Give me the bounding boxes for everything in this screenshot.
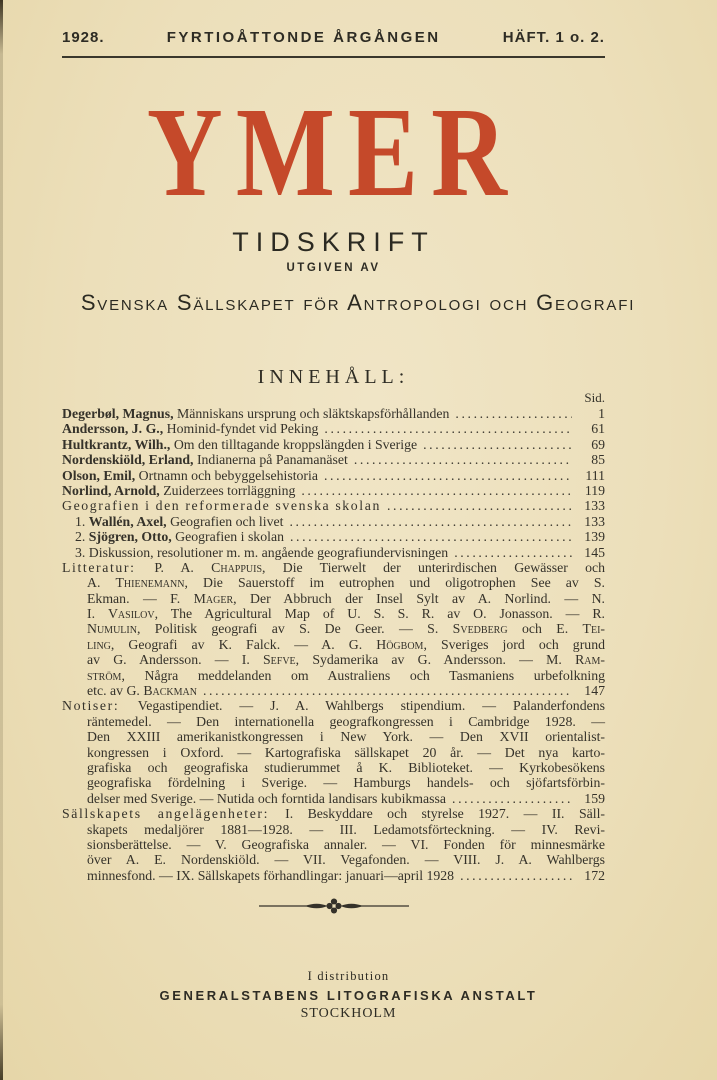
page-column-label: Sid. [584,390,605,405]
toc-entry-text: delser med Sverige. — Nutida och forntida landisars kubikmassa [87,790,447,806]
toc-leader-dots [324,468,572,483]
toc-leader-dots [203,683,572,698]
toc-entry-text: Sällskapets angelägenheter: I. Beskyddare och styrelse 1927. — II. Säll- [62,806,606,822]
toc-entry [62,729,605,744]
toc-entry [62,437,605,452]
toc-entry [62,606,605,621]
toc-page-number: 111 [585,467,605,483]
toc-list [62,406,605,883]
masthead-year: 1928. [62,29,105,46]
contents-heading: INNEHÅLL: [257,366,410,388]
toc-entry-text: Notiser: Vegastipendiet. — J. A. Wahlbergs stipendium. — Palanderfondens [62,698,605,714]
toc-entry-text: Geografien i den reformerade svenska skolan [62,498,381,514]
toc-entry-text: minnesfond. — IX. Sällskapets förhandlingar: januari—april 1928 [87,867,455,883]
journal-title: YMER [146,81,521,223]
imprint-printer: GENERALSTABENS LITOGRAFISKA ANSTALT [159,988,538,1003]
toc-page-number: 145 [584,544,605,560]
toc-entry [62,468,605,483]
toc-entry-text: skapets medaljörer 1881—1928. — III. Ledamotsförteckning. — IV. Revi- [87,821,605,837]
toc-entry-text: Degerbøl, Magnus, Människans ursprung och släktskapsförhållanden [62,406,450,421]
toc-entry [62,529,605,544]
toc-entry-text: 3. Diskussion, resolutioner m. m. angående geografiundervisningen [75,544,449,560]
toc-leader-dots [454,545,572,560]
toc-entry [62,837,605,852]
toc-page-number: 61 [591,421,605,437]
toc-entry [62,791,605,806]
toc-entry [62,575,605,590]
toc-leader-dots [452,791,572,806]
toc-entry [62,775,605,790]
toc-entry [62,822,605,837]
page-content [62,0,636,1080]
masthead [62,29,605,46]
toc-entry-text: A. Thienemann, Die Sauerstoff im eutrophen und oligotrophen See av S. [87,575,605,591]
page-binding-edge [0,0,3,1080]
toc-entry [62,868,605,883]
toc-entry [62,421,605,436]
imprint-distribution: I distribution [307,969,390,983]
toc-entry [62,652,605,667]
toc-entry-text: ling, Geografi av K. Falck. — A. G. Högbom, Sveriges jord och grund [87,636,605,652]
toc-entry [62,760,605,775]
toc-entry-text: över A. E. Nordenskiöld. — VII. Vegafonden. — VIII. J. A. Wahlbergs [87,852,605,868]
imprint [62,969,635,1022]
toc-leader-dots [290,529,572,544]
toc-entry-text: 1. Wallén, Axel, Geografien och livet [75,513,284,529]
toc-leader-dots [301,483,572,498]
toc-entry-text: Numulin, Politisk geografi av S. De Geer. — S. Svedberg och E. Tei- [87,621,605,637]
masthead-edition: FYRTIOÅTTONDE ÅRGÅNGEN [166,29,441,46]
toc-entry-text: Hultkrantz, Wilh., Om den tilltagande kroppslängden i Sverige [62,436,418,452]
toc-entry [62,591,605,606]
toc-entry-text: grafiska och geografiska studierummet å K. Biblioteket. — Kyrkobesökens [87,759,605,775]
toc-entry-text: Litteratur: P. A. Chappuis, Die Tierwelt der unterirdischen Gewässer och [62,559,605,575]
toc-page-number: 133 [584,513,605,529]
journal-subtitle: TIDSKRIFT [232,227,435,257]
toc-entry-text: Norlind, Arnold, Zuiderzees torrläggning [62,482,296,498]
published-by-label: UTGIVEN AV [286,262,381,274]
toc-entry-text: I. Vasilov, The Agricultural Map of U. S. S. R. av O. Jonasson. — R. [87,606,606,622]
toc-entry-text: geografiska fördelning i Sverige. — Hamburgs handels- och sjöfartsförbin- [87,775,605,791]
toc-leader-dots [354,452,572,467]
toc-entry-text: kongressen i Oxford. — Kartografiska sällskapet 20 år. — Det nya karto- [87,744,605,760]
toc-page-number: 119 [584,482,605,498]
toc-entry-text: Ekman. — F. Mager, Der Abbruch der Insel Sylt av A. Norlind. — N. [87,590,605,606]
toc-entry [62,668,605,683]
toc-leader-dots [460,868,572,883]
toc-entry-text: sionsberättelse. — V. Geografiska annaler. — VI. Fonden för minnesmärke [87,836,605,852]
toc-entry [62,637,605,652]
toc-entry [62,745,605,760]
toc-page-number: 172 [584,867,605,883]
toc-entry [62,514,605,529]
imprint-city: STOCKHOLM [300,1006,397,1021]
toc-entry [62,452,605,467]
toc-page-number: 69 [591,436,605,452]
toc-entry-text: Olson, Emil, Ortnamn och bebyggelsehistoria [62,467,318,483]
masthead-rule [62,56,605,58]
toc-entry-text: räntemedel. — Den internationella geografkongressen i Cambridge 1928. — [87,713,605,729]
toc-entry [62,683,605,698]
toc-leader-dots [324,421,572,436]
toc-entry-text: Den XXIII amerikanistkongressen i New York. — Den XVII orientalist- [87,729,605,745]
toc-page-number: 1 [598,406,605,421]
toc-entry [62,498,605,513]
toc-leader-dots [289,514,572,529]
toc-page-number: 139 [584,529,605,545]
toc-entry [62,714,605,729]
toc-entry [62,806,605,821]
toc-entry-text: etc. av G. Backman [87,683,197,699]
toc-entry [62,698,605,713]
masthead-issue: HÄFT. 1 o. 2. [502,29,605,46]
toc-page-number: 147 [584,683,605,699]
toc-leader-dots [423,437,572,452]
toc-page-number: 133 [584,498,605,514]
toc-entry [62,483,605,498]
toc-entry [62,621,605,636]
toc-entry [62,852,605,867]
toc-leader-dots [387,498,572,513]
toc-entry-text: Nordenskiöld, Erland, Indianerna på Panamanäset [62,452,348,468]
toc-entry [62,560,605,575]
toc-leader-dots [455,406,572,421]
toc-entry [62,545,605,560]
toc-entry-text: ström, Några meddelanden om Australiens och Tasmaniens urbefolkning [87,667,605,683]
toc-entry-text: 2. Sjögren, Otto, Geografien i skolan [75,529,284,545]
society-name: Svenska Sällskapet för Antropologi och Geografi [80,290,636,315]
divider-ornament-icon [62,897,605,920]
toc-page-number: 85 [591,452,605,468]
toc-entry-text: av G. Andersson. — I. Sefve, Sydamerika av G. Andersson. — M. Ram- [87,652,605,668]
toc-entry [62,406,605,421]
toc-page-number: 159 [584,790,605,806]
toc-entry-text: Andersson, J. G., Hominid-fyndet vid Peking [62,421,319,437]
